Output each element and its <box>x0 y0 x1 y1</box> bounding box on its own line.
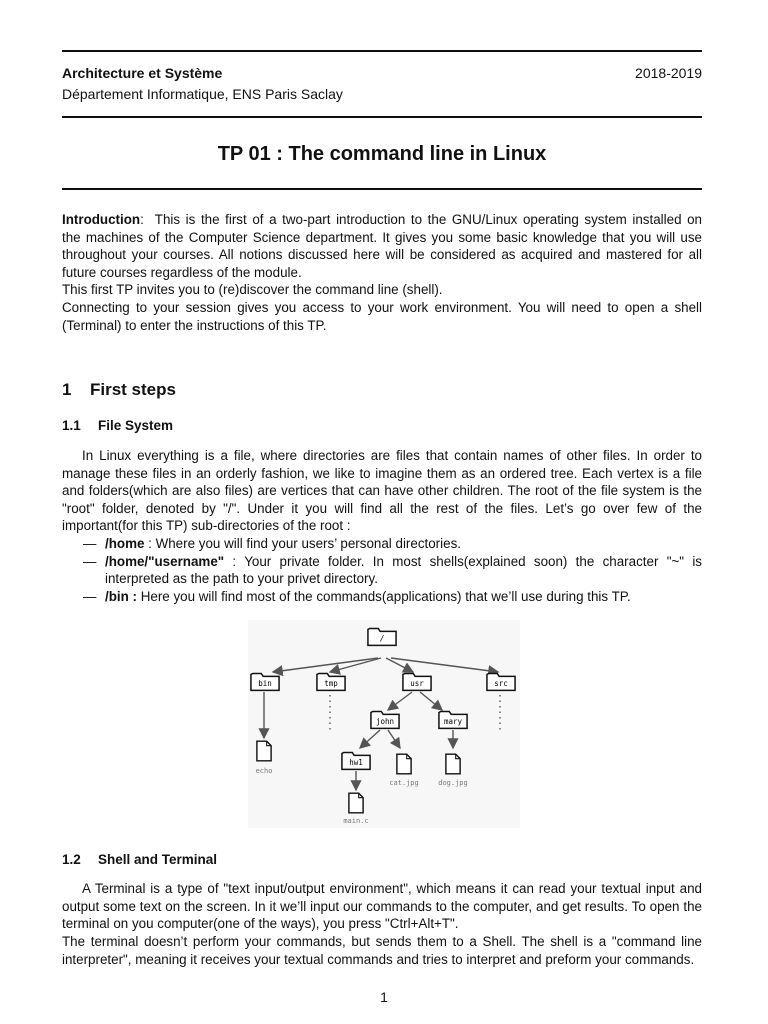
folder-john-icon <box>371 712 399 729</box>
introduction-block: Introduction: This is the first of a two-part introduction to the GNU/Linux operating system installed on the machines of the Computer Science department. It gives you some basic knowledge that you will use throughout your courses. All notions discussed here will be considered as acquired and mastered for all future courses regardless of the module. This first TP invites you to (re)discover the command line (shell). Connecting to your session gives you access to your work environment. You will need to open a shell (Terminal) to enter the instructions of this TP. <box>62 212 702 333</box>
subsection-heading-file-system: 1.1 File System <box>62 418 174 433</box>
department-name: Département Informatique, ENS Paris Saclay <box>62 86 343 102</box>
page-number: 1 <box>380 989 388 1005</box>
section-heading: 1 First steps <box>62 380 176 399</box>
file-system-paragraph: In Linux everything is a file, where directories are files that contain names of other files. In order to manage these files in an orderly fashion, we like to imagine them as an ordered tree. Each vertex is a file and folders(which are also files) are vertices that can have other children. The root of the file system is the "root" folder, denoted by "/". Under it you will find all the rest of the files. Let’s go over few of the important(for this TP) sub-directories of the root : <box>62 448 702 534</box>
folder-root-icon <box>368 629 396 646</box>
intro-paragraph-3: Connecting to your session gives you access to your work environment. You will need to open a shell (Terminal) to enter the instructions of this TP. <box>62 299 702 333</box>
intro-paragraph-2: This first TP invites you to (re)discover the command line (shell). <box>62 282 443 298</box>
svg-text:cat.jpg: cat.jpg <box>389 779 419 787</box>
folder-usr-icon <box>403 674 431 691</box>
intro-label: Introduction <box>62 212 141 227</box>
svg-text:mary: mary <box>443 717 463 726</box>
svg-text:main.c: main.c <box>343 817 369 825</box>
header-rule <box>62 116 702 118</box>
shell-paragraph-2: The terminal doesn’t perform your commands, but sends them to a Shell. The shell is a "command line interpreter", meaning it receives your textual commands and tries to interpret and preform your commands. <box>62 934 702 967</box>
list-item: — /home : Where you will find your users’ personal directories. <box>83 536 461 551</box>
course-name: Architecture et Système <box>62 65 223 81</box>
file-echo-icon <box>256 741 273 775</box>
svg-text:/: / <box>379 634 385 643</box>
intro-paragraph: the machines of the Computer Science department. It gives you some basic knowledge that you will use throughout your courses. All notions discussed here will be considered as acquired and mastered for all future courses regardless of the module. <box>62 229 702 280</box>
svg-text:tmp: tmp <box>324 679 338 688</box>
folder-src-icon <box>487 674 515 691</box>
intro-first-line: This is the first of a two-part introduction to the GNU/Linux operating system installed on <box>154 212 702 227</box>
svg-text:usr: usr <box>410 679 424 688</box>
subsection-heading-shell: 1.2 Shell and Terminal <box>62 852 218 867</box>
folder-bin-icon <box>251 674 279 691</box>
top-rule <box>62 50 702 52</box>
shell-paragraph: A Terminal is a type of "text input/output environment", which means it can read your textual input and output some text on the screen. In it we’ll input our commands to the computer, and get results. To open the terminal on you computer(one of the ways), you press "Ctrl+Alt+T". <box>62 881 702 932</box>
list-item: — /home/"username" : Your private folder. In most shells(explained soon) the character "~" is interpreted as the path to your privet directory. <box>83 553 702 587</box>
title-rule <box>62 188 702 190</box>
svg-text:john: john <box>375 717 395 726</box>
directory-list <box>62 535 702 605</box>
folder-tmp-icon <box>317 674 345 691</box>
svg-text:src: src <box>494 679 508 688</box>
svg-text:echo: echo <box>255 767 273 775</box>
svg-text:dog.jpg: dog.jpg <box>438 779 468 787</box>
svg-text:hw1: hw1 <box>349 758 363 767</box>
folder-mary-icon <box>439 712 467 729</box>
folder-hw1-icon <box>342 753 370 770</box>
academic-year: 2018-2019 <box>635 65 702 81</box>
page-title: TP 01 : The command line in Linux <box>217 143 547 165</box>
svg-text:bin: bin <box>258 679 272 688</box>
file-system-tree-diagram <box>248 620 520 828</box>
list-item: — /bin : Here you will find most of the commands(applications) that we’ll use during this TP. <box>83 588 631 604</box>
